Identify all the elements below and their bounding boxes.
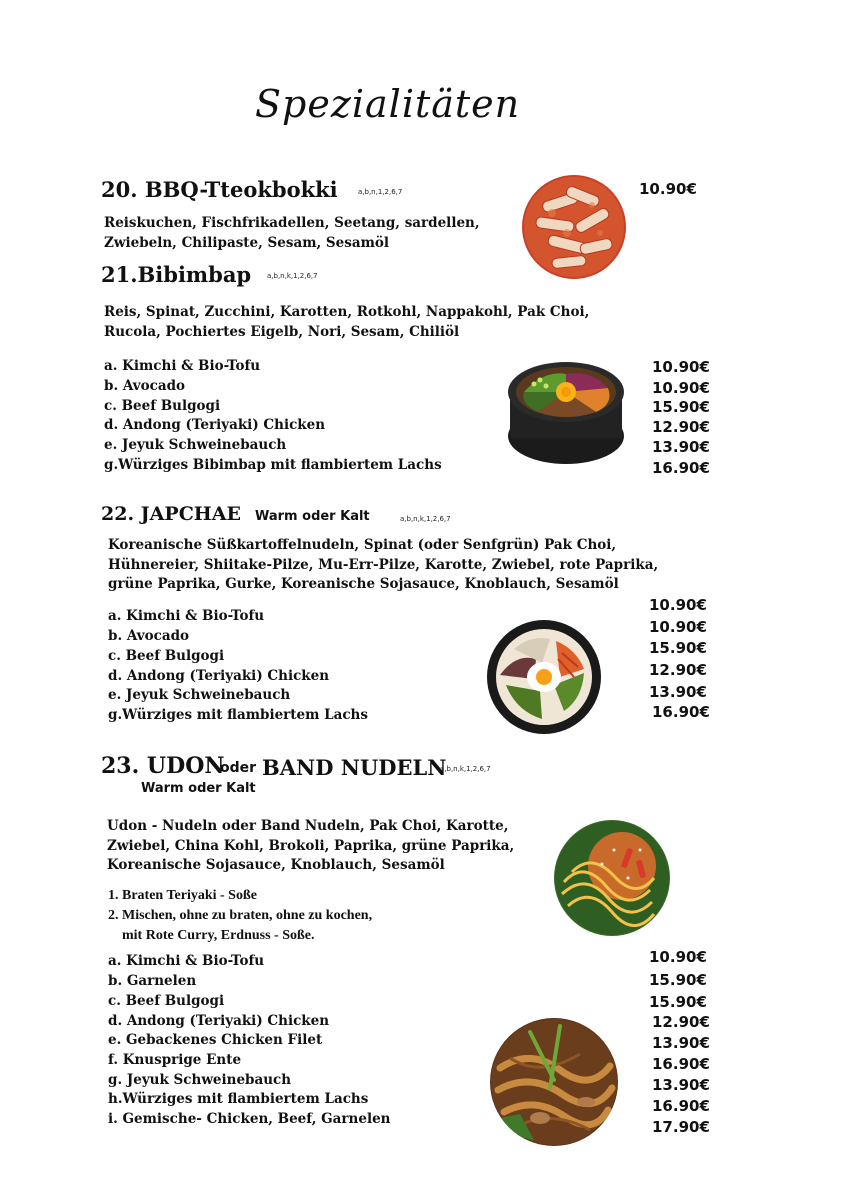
section-21-desc-line-1: Reis, Spinat, Zucchini, Karotten, Rotkohl, Nappakohl, Pak Choi, [104, 304, 590, 320]
section-21-price-c: 15.90€ [652, 398, 710, 416]
section-21-price-e: 13.90€ [652, 438, 710, 456]
section-23-title-udon: 23. UDON [101, 753, 225, 779]
section-23-note-2: 2. Mischen, ohne zu braten, ohne zu kochen, [108, 908, 373, 923]
section-23-allergens: a,b,n,k,1,2,6,7 [440, 765, 491, 773]
section-21-allergens: a,b,n,k,1,2,6,7 [267, 272, 318, 280]
section-22-desc-line-1: Koreanische Süßkartoffelnudeln, Spinat (oder Senfgrün) Pak Choi, [108, 537, 617, 553]
tteokbokki-photo [522, 175, 626, 279]
section-21-item-c: c. Beef Bulgogi [104, 398, 221, 414]
section-22-item-e: e. Jeyuk Schweinebauch [108, 687, 291, 703]
section-22-price-g: 16.90€ [652, 703, 710, 721]
section-23-item-i: i. Gemische- Chicken, Beef, Garnelen [108, 1111, 391, 1127]
section-23-price-f: 16.90€ [652, 1055, 710, 1073]
section-23-price-e: 13.90€ [652, 1034, 710, 1052]
section-23-title-oder: oder [220, 760, 257, 776]
section-22-price-c: 15.90€ [649, 639, 707, 657]
section-22-price-d: 12.90€ [649, 661, 707, 679]
section-20-allergens: a,b,n,1,2,6,7 [358, 188, 403, 196]
bibimbap-stone-pot-photo [504, 352, 628, 468]
section-21-price-g: 16.90€ [652, 459, 710, 477]
section-23-price-i: 17.90€ [652, 1118, 710, 1136]
section-23-price-g: 13.90€ [652, 1076, 710, 1094]
section-23-item-c: c. Beef Bulgogi [108, 993, 225, 1009]
section-23-title-band-nudeln: BAND NUDELN [262, 755, 447, 780]
udon-noodles-photo [554, 820, 670, 936]
section-22-item-c: c. Beef Bulgogi [108, 648, 225, 664]
section-20-desc-line-2: Zwiebeln, Chilipaste, Sesam, Sesamöl [104, 235, 389, 251]
band-noodles-photo [490, 1018, 618, 1146]
section-23-item-g: g. Jeyuk Schweinebauch [108, 1072, 292, 1088]
section-21-item-e: e. Jeyuk Schweinebauch [104, 437, 287, 453]
section-23-price-d: 12.90€ [652, 1013, 710, 1031]
section-22-price-a: 10.90€ [649, 596, 707, 614]
section-23-desc-line-1: Udon - Nudeln oder Band Nudeln, Pak Choi, Karotte, [107, 818, 509, 834]
section-23-note-3: mit Rote Curry, Erdnuss - Soße. [108, 928, 315, 943]
section-22-subtitle: Warm oder Kalt [255, 509, 370, 524]
section-23-price-c: 15.90€ [649, 993, 707, 1011]
section-21-title: 21.Bibimbap [101, 262, 252, 287]
section-22-desc-line-2: Hühnereier, Shiitake-Pilze, Mu-Err-Pilze, Karotte, Zwiebel, rote Paprika, [108, 557, 659, 573]
section-20-desc-line-1: Reiskuchen, Fischfrikadellen, Seetang, sardellen, [104, 215, 480, 231]
section-23-subtitle: Warm oder Kalt [141, 781, 256, 796]
section-22-item-b: b. Avocado [108, 628, 190, 644]
section-23-item-f: f. Knusprige Ente [108, 1052, 242, 1068]
section-23-price-a: 10.90€ [649, 948, 707, 966]
section-22-allergens: a,b,n,k,1,2,6,7 [400, 515, 451, 523]
section-20-price: 10.90€ [639, 180, 697, 198]
section-21-price-b: 10.90€ [652, 379, 710, 397]
section-23-note-1: 1. Braten Teriyaki - Soße [108, 888, 257, 903]
section-23-item-e: e. Gebackenes Chicken Filet [108, 1032, 323, 1048]
section-23-item-b: b. Garnelen [108, 973, 197, 989]
section-21-item-g: g.Würziges Bibimbap mit flambiertem Lachs [104, 457, 442, 473]
section-23-desc-line-3: Koreanische Sojasauce, Knoblauch, Sesamöl [107, 857, 445, 873]
section-22-item-g: g.Würziges mit flambiertem Lachs [108, 707, 368, 723]
section-21-price-d: 12.90€ [652, 418, 710, 436]
section-23-item-a: a. Kimchi & Bio-Tofu [108, 953, 265, 969]
section-21-item-a: a. Kimchi & Bio-Tofu [104, 358, 261, 374]
section-22-price-e: 13.90€ [649, 683, 707, 701]
section-22-price-b: 10.90€ [649, 618, 707, 636]
section-20-title: 20. BBQ-Tteokbokki [101, 177, 338, 202]
section-23-price-h: 16.90€ [652, 1097, 710, 1115]
section-22-title: 22. JAPCHAE [101, 503, 241, 525]
japchae-bowl-photo [486, 619, 602, 735]
section-23-desc-line-2: Zwiebel, China Kohl, Brokoli, Paprika, grüne Paprika, [107, 838, 515, 854]
section-23-item-d: d. Andong (Teriyaki) Chicken [108, 1013, 330, 1029]
page-title: Spezialitäten [255, 82, 521, 126]
section-22-item-a: a. Kimchi & Bio-Tofu [108, 608, 265, 624]
section-22-item-d: d. Andong (Teriyaki) Chicken [108, 668, 330, 684]
section-21-item-b: b. Avocado [104, 378, 186, 394]
section-21-price-a: 10.90€ [652, 358, 710, 376]
section-21-item-d: d. Andong (Teriyaki) Chicken [104, 417, 326, 433]
section-22-desc-line-3: grüne Paprika, Gurke, Koreanische Sojasauce, Knoblauch, Sesamöl [108, 576, 619, 592]
section-23-item-h: h.Würziges mit flambiertem Lachs [108, 1091, 369, 1107]
section-21-desc-line-2: Rucola, Pochiertes Eigelb, Nori, Sesam, Chiliöl [104, 324, 460, 340]
section-23-price-b: 15.90€ [649, 971, 707, 989]
